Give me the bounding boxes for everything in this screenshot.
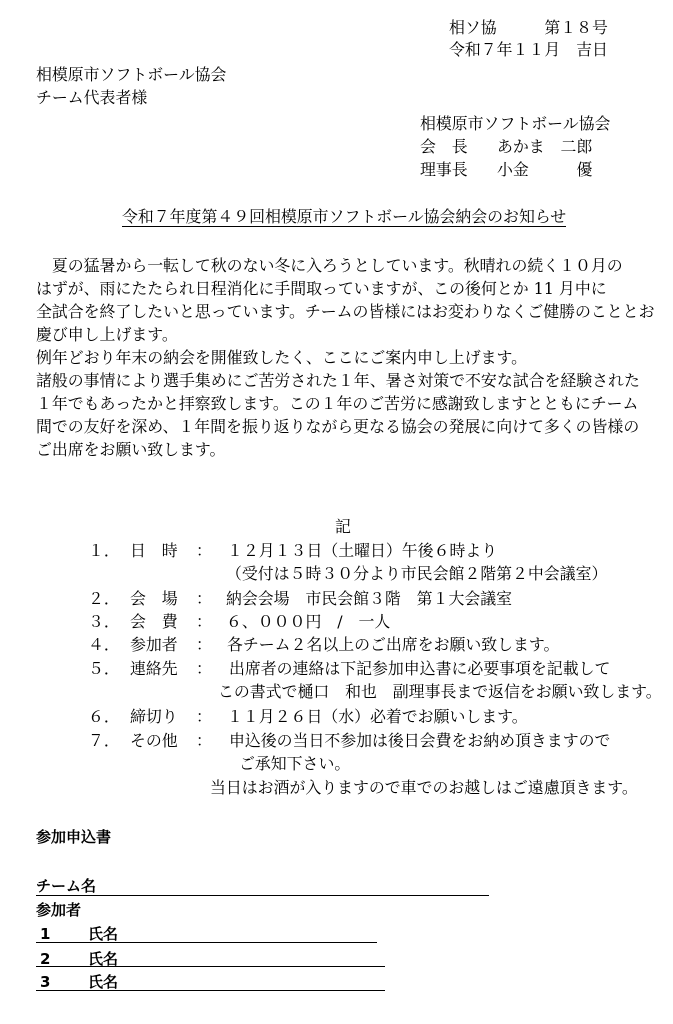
body-line: ご出席をお願い致します。 bbox=[36, 440, 226, 459]
item-colon: ： bbox=[196, 541, 212, 560]
document-number: 相ソ協 第１８号 bbox=[449, 18, 608, 37]
body-line: はずが、雨にたたられ日程消化に手間取っていますが、この後何とか 11 月中に bbox=[36, 279, 607, 298]
item-colon: ： bbox=[196, 589, 212, 608]
recipient-organization: 相模原市ソフトボール協会 bbox=[36, 65, 227, 84]
item-label: 会 場 bbox=[130, 589, 178, 608]
sender-organization: 相模原市ソフトボール協会 bbox=[420, 114, 611, 133]
participant-row-number: 2 bbox=[40, 950, 51, 968]
participant-blank-line bbox=[36, 990, 385, 991]
item-value: １２月１３日（土曜日）午後６時より bbox=[227, 541, 498, 560]
item-colon: ： bbox=[196, 612, 212, 631]
item-value-continued: ご承知下さい。 bbox=[239, 754, 351, 773]
body-line: 間での友好を深め、１年間を振り返りながら更なる協会の発展に向けて多くの皆様の bbox=[36, 417, 640, 436]
item-number: ７． bbox=[88, 731, 120, 750]
item-label: その他 bbox=[130, 731, 178, 750]
item-colon: ： bbox=[196, 731, 212, 750]
body-line: 例年どおり年末の納会を開催致したく、ここにご案内申し上げます。 bbox=[36, 348, 528, 367]
participant-blank-line bbox=[36, 966, 385, 967]
document-date: 令和７年１１月 吉日 bbox=[449, 40, 608, 59]
item-value-continued: （受付は５時３０分より市民会館２階第２中会議室） bbox=[226, 564, 608, 583]
participant-row-number: 1 bbox=[40, 925, 51, 943]
item-label: 連絡先 bbox=[130, 659, 178, 678]
closing-note: 当日はお酒が入りますので車でのお越しはご遠慮頂きます。 bbox=[210, 778, 638, 797]
item-colon: ： bbox=[196, 635, 212, 654]
item-number: ５． bbox=[88, 659, 120, 678]
team-name-blank-line bbox=[36, 895, 489, 896]
participant-row-label: 氏名 bbox=[88, 973, 119, 991]
item-label: 参加者 bbox=[130, 635, 178, 654]
body-line: 諸般の事情により選手集めにご苦労された１年、暑さ対策で不安な試合を経験された bbox=[36, 371, 640, 390]
sender-chair-name: あかま 二郎 bbox=[497, 137, 593, 156]
item-label: 締切り bbox=[130, 707, 178, 726]
item-colon: ： bbox=[196, 707, 212, 726]
body-line: 慶び申し上げます。 bbox=[36, 325, 178, 344]
sender-director-name: 小金 優 bbox=[497, 160, 593, 179]
item-value: 各チーム２名以上のご出席をお願い致します。 bbox=[227, 635, 560, 654]
body-line: 全試合を終了したいと思っています。チームの皆様にはお変わりなくご健勝のこととお bbox=[36, 302, 655, 321]
item-value: 申込後の当日不参加は後日会費をお納め頂きますので bbox=[229, 731, 611, 750]
item-number: １． bbox=[88, 541, 120, 560]
sender-chair-title: 会 長 bbox=[420, 137, 468, 156]
body-line: 夏の猛暑から一転して秋のない冬に入ろうとしています。秋晴れの続く１０月の bbox=[36, 256, 623, 275]
item-label: 会 費 bbox=[130, 612, 178, 631]
item-number: ６． bbox=[88, 707, 120, 726]
team-name-label: チーム名 bbox=[36, 877, 97, 895]
form-heading: 参加申込書 bbox=[36, 828, 112, 846]
item-value: ６、０００円 / 一人 bbox=[226, 612, 391, 631]
item-colon: ： bbox=[196, 659, 212, 678]
participant-row-label: 氏名 bbox=[88, 950, 119, 968]
sender-director-title: 理事長 bbox=[420, 160, 468, 179]
item-value: １１月２６日（水）必着でお願いします。 bbox=[227, 707, 528, 726]
participant-row-label: 氏名 bbox=[88, 925, 119, 943]
participant-row-number: 3 bbox=[40, 973, 51, 991]
item-value: 出席者の連絡は下記参加申込書に必要事項を記載して bbox=[229, 659, 611, 678]
ki-heading: 記 bbox=[335, 517, 351, 536]
recipient-addressee: チーム代表者様 bbox=[36, 88, 148, 107]
item-number: ３． bbox=[88, 612, 120, 631]
participants-label: 参加者 bbox=[36, 901, 82, 919]
item-number: ４． bbox=[88, 635, 120, 654]
document-title: 令和７年度第４９回相模原市ソフトボール協会納会のお知らせ bbox=[122, 207, 567, 226]
item-value-continued: この書式で樋口 和也 副理事長まで返信をお願い致します。 bbox=[218, 682, 662, 701]
participant-blank-line bbox=[36, 942, 377, 943]
item-value: 納会会場 市民会館３階 第１大会議室 bbox=[226, 589, 513, 608]
item-number: ２． bbox=[88, 589, 120, 608]
body-line: １年でもあったかと拝察致します。この１年のご苦労に感謝致しますとともにチーム bbox=[36, 394, 639, 413]
item-label: 日 時 bbox=[130, 541, 178, 560]
